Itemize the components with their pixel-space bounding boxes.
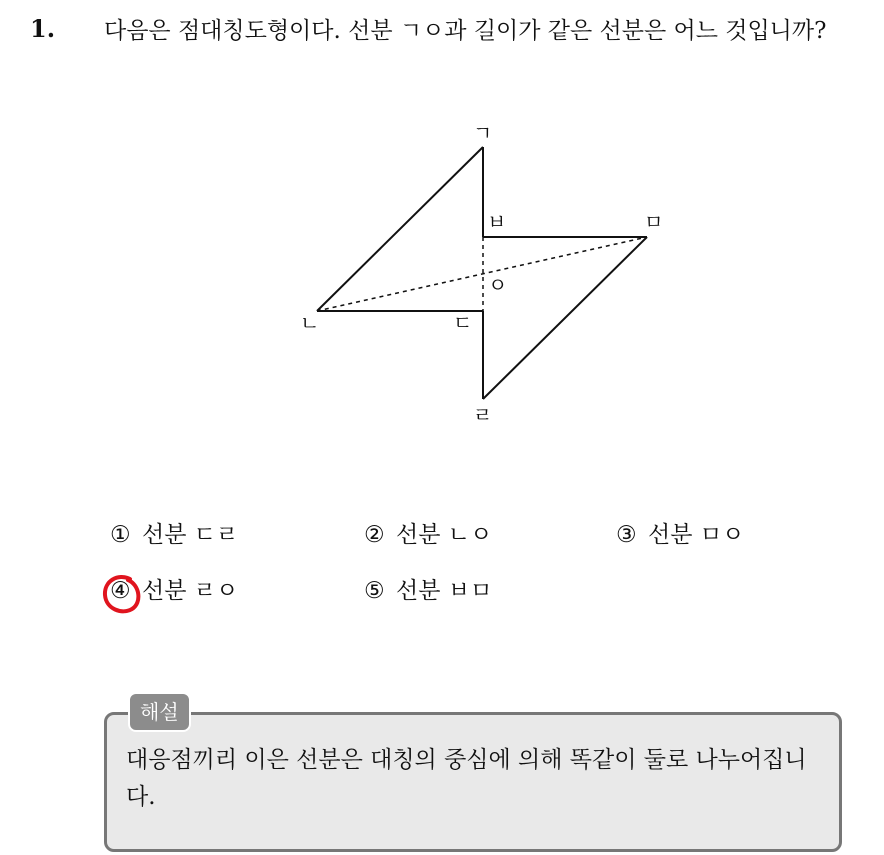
choice-2[interactable]: [364, 520, 492, 550]
choice-1-text: 선분 ㄷㄹ: [142, 522, 239, 548]
segment-m-r: [483, 237, 647, 399]
segment-g-n: [317, 147, 483, 311]
choice-2-text: 선분 ㄴㅇ: [396, 522, 493, 548]
label-b: ㅂ: [487, 210, 507, 234]
choice-4-text: 선분 ㄹㅇ: [142, 578, 239, 604]
question-text: 다음은 점대칭도형이다. 선분 ㄱㅇ과 길이가 같은 선분은 어느 것입니까?: [104, 18, 827, 44]
choice-5[interactable]: [364, 576, 492, 606]
choice-5-text: 선분 ㅂㅁ: [396, 578, 493, 604]
choice-1-number: ①: [110, 522, 131, 548]
label-o: ㅇ: [488, 273, 508, 297]
solution-text: 대응점끼리 이은 선분은 대칭의 중심에 의해 똑같이 둘로 나누어집니다.: [126, 747, 807, 810]
choice-3-number: ③: [616, 522, 637, 548]
answer-circle-mark: [100, 571, 148, 619]
question-number: 1.: [30, 14, 56, 43]
choice-4-number: ④: [110, 578, 131, 604]
label-m: ㅁ: [644, 210, 664, 234]
label-n: ㄴ: [300, 311, 320, 335]
label-d: ㄷ: [453, 311, 473, 335]
label-r: ㄹ: [473, 403, 493, 427]
solution-tag: 해설: [128, 692, 191, 732]
choice-2-number: ②: [364, 522, 385, 548]
choice-3[interactable]: [616, 520, 744, 550]
choice-5-number: ⑤: [364, 578, 385, 604]
dashed-segment-n-m: [317, 237, 647, 311]
label-g: ㄱ: [473, 121, 493, 145]
choice-1[interactable]: [110, 520, 238, 550]
choice-3-text: 선분 ㅁㅇ: [648, 522, 745, 548]
